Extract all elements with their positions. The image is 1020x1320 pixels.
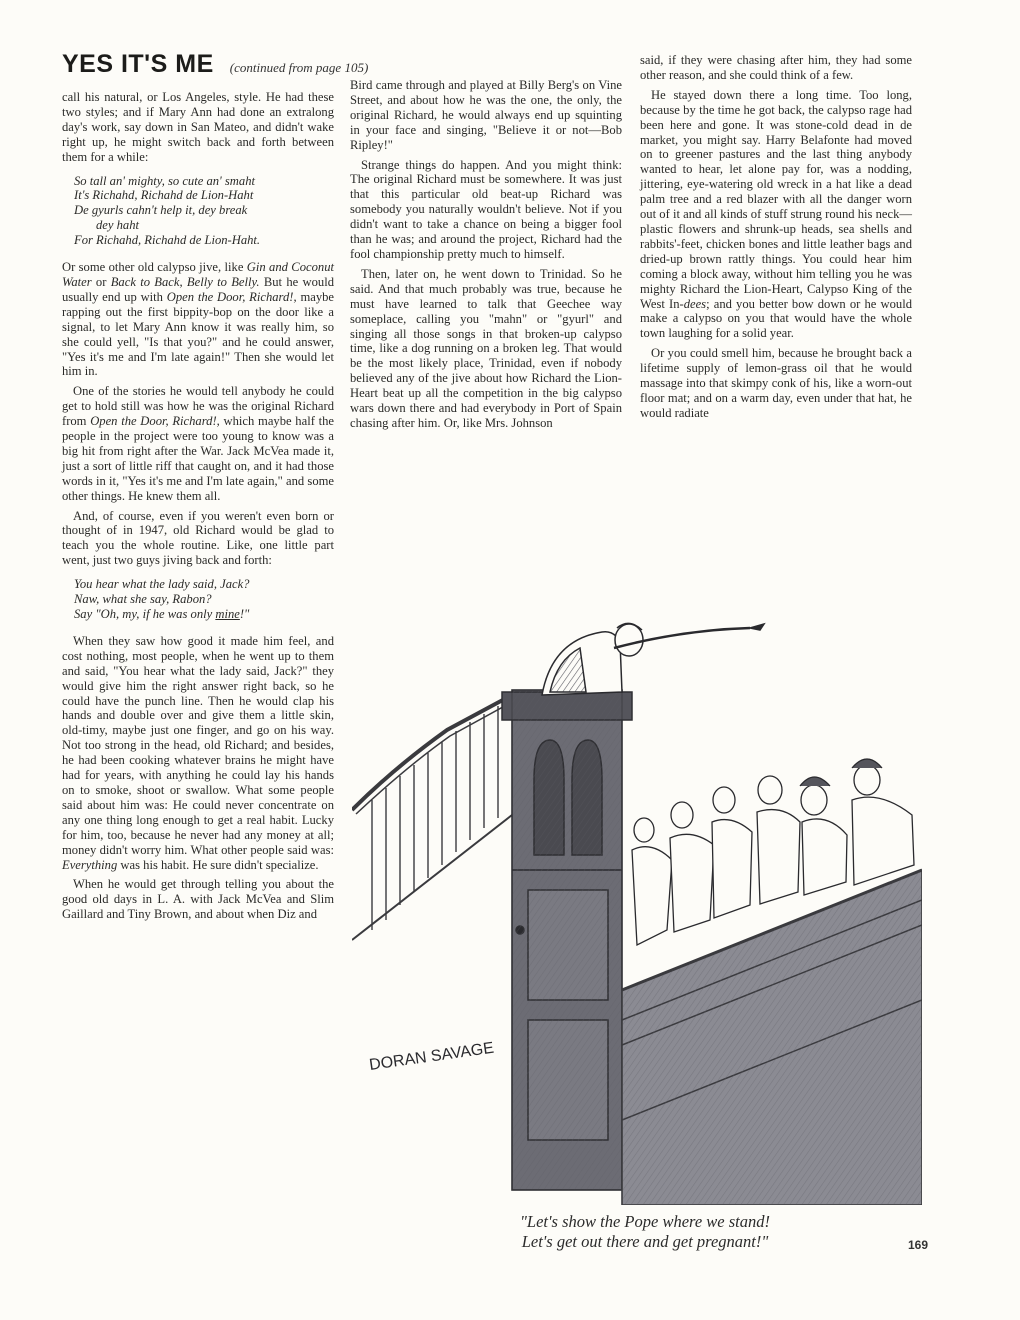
verse-line: Naw, what she say, Rabon? (74, 592, 212, 607)
emphasis: Everything (62, 857, 118, 872)
verse-line: You hear what the lady said, Jack? (74, 577, 250, 592)
verse-block (74, 577, 334, 622)
paragraph: Bird came through and played at Billy Berg's on Vine Street, and about how he was the one, the only, the original Richard, he would always end up squinting in your face and singing, "Believe it or not—Bob Ripley!" (350, 78, 622, 152)
cartoon-illustration (352, 600, 922, 1205)
emphasis: dees (683, 296, 707, 311)
text-run: maybe rapping out the first bippity-bop on the door like a signal, to let Mary Ann know it was really him, so she could yell, "Is that you?" and he could answer, "Yes it's me and I'm late again!" Then she would let him in. (62, 289, 335, 379)
underlined-word: mine (215, 607, 240, 621)
page-number: 169 (908, 1238, 929, 1252)
text-run: which maybe half the people in the project were too young to know was a big hit from right after the War. Jack McVea made it, just a sort of little riff that caught on, and it had those words in it, "Yes it's me and I'm late again," and some other things. He knew them all. (62, 414, 334, 503)
text-run: !" (239, 607, 250, 621)
verse-line: dey haht (96, 218, 140, 233)
text-run: was his habit. He sure didn't specialize. (117, 857, 319, 872)
text-run: He stayed down there a long time. Too long, because by the time he got back, the calypso rage had been here and gone. It was stone-cold dead in de market, you might say. Harry Belafonte had moved on to greener pastures and the last thing anybody wanted to hear, let alone pay for, was a nodding, jittering, eye-watering old wreck in a hat like a dead palm tree and a red blazer with all the danger worn out of it and all kinds of stuff strung round his neck—plastic flowers and shrunk-up heads, sea shells and rabbits'-feet, chicken bones and little leather bags and dried-up brown rattly things. You could hear him coming a block away, without him telling you he was mighty Richard the Lion-Heart, Calypso King of the West In- (640, 87, 912, 311)
verse-line: It's Richahd, Richahd de Lion-Haht (74, 188, 254, 203)
text-column-1 (62, 90, 334, 927)
paragraph: Then, later on, he went down to Trinidad. So he said. And that much probably was true, because he must have learned to talk that Geechee way someplace, calling you "mahn" or "gyurl" and singing all those songs in that broken-up calypso time, like a dog running on a broken leg. That would be the most likely place, Trinidad, even if nobody believed any of the jive about how Richard the Lion-Heart beat up all the competition in the big calypso wars down there and had everybody in Port of Spain chasing after him. Or, like Mrs. Johnson (350, 266, 622, 430)
pulpit (502, 690, 632, 1190)
song-title: Open the Door, Richard!, (166, 289, 297, 304)
text-run: Say "Oh, my, if he was only (74, 607, 216, 621)
text-run: ; and you better bow down or he would make a calypso on you that would have the whole town laughing for a solid year. (640, 296, 913, 341)
cartoon-caption (430, 1212, 860, 1252)
paragraph: Or you could smell him, because he brought back a lifetime supply of lemon-grass oil that he would massage into that skimpy conk of his, like a worn-out floor mat; and on a warm day, even under that hat, he would radiate (640, 346, 912, 420)
signature-text: DORAN SAVAGE (368, 1039, 495, 1074)
preacher-figure (542, 623, 764, 695)
verse-block (74, 174, 334, 249)
verse-line: De gyurls cahn't help it, dey break (74, 203, 248, 218)
text-column-3 (640, 53, 912, 426)
article-title: YES IT'S ME (62, 50, 214, 78)
paragraph: call his natural, or Los Angeles, style. He had these two styles; and if Mary Ann had done an extralong day's work, say down in San Mateo, and didn't wake right up, he might switch back and forth between them for a while: (62, 90, 334, 164)
text-run: One of the stories he would tell anybody he could get to hold still was how he was the original Richard from (62, 384, 334, 429)
text-column-2 (350, 78, 622, 436)
text-run: When they saw how good it made him feel, and cost nothing, most people, when he went up to them and said, "You hear what the lady said, Jack?" they would give him the right answer right back, so he could have the punch line. Then he would clap his hands and double over and give them a little skin, old-timy, maybe just one finger, and go on his way. Not too strong in the head, old Richard; and besides, he had been cooking whatever brains he might have had for years, with anything he could lay his hands on to smoke, shoot or swallow. What some people said about him was: He could never concentrate on any one thing long enough to get a real habit. Lucky for him, too, because he never had any money at all; money didn't worry him. What other people said was: (62, 633, 334, 857)
text-run: But he would usually end up with (62, 274, 335, 304)
caption-line: Let's get out there and get pregnant!" (521, 1232, 769, 1251)
verse-line: For Richahd, Richahd de Lion-Haht. (74, 233, 261, 248)
continued-note: (continued from page 105) (229, 60, 369, 75)
paragraph (62, 260, 334, 379)
artist-signature (368, 1040, 495, 1074)
paragraph (62, 384, 334, 503)
song-title: Back to Back, Belly to Belly. (110, 274, 260, 289)
paragraph: When he would get through telling you about the good old days in L. A. with Jack McVea and Slim Gaillard and Tiny Brown, and about when Diz and (62, 877, 334, 922)
staircase (352, 695, 512, 940)
paragraph: said, if they were chasing after him, they had some other reason, and she could think of a few. (640, 53, 912, 82)
paragraph: And, of course, even if you weren't even born or thought of in 1947, old Richard would be glad to teach you the whole routine. Like, one little part went, just two guys jiving back and forth: (62, 508, 334, 568)
song-title: Gin and Coconut Water (62, 260, 334, 289)
text-run: or (91, 274, 111, 289)
caption-line: "Let's show the Pope where we stand! (520, 1212, 770, 1231)
paragraph (640, 88, 912, 341)
verse-line: So tall an' mighty, so cute an' smaht (74, 173, 255, 188)
verse-line (74, 607, 334, 622)
paragraph: Strange things do happen. And you might think: The original Richard must be somewhere. It was just that this particular old beat-up Richard was somebody you naturally wouldn't believe. Not if you didn't want to take a chance on being a bigger fool than he was; and around the project, Richard had the fool championship pretty much to himself. (350, 157, 622, 261)
song-title: Open the Door, Richard!, (90, 414, 220, 429)
text-run: Or some other old calypso jive, like (62, 260, 247, 275)
paragraph (62, 634, 334, 873)
